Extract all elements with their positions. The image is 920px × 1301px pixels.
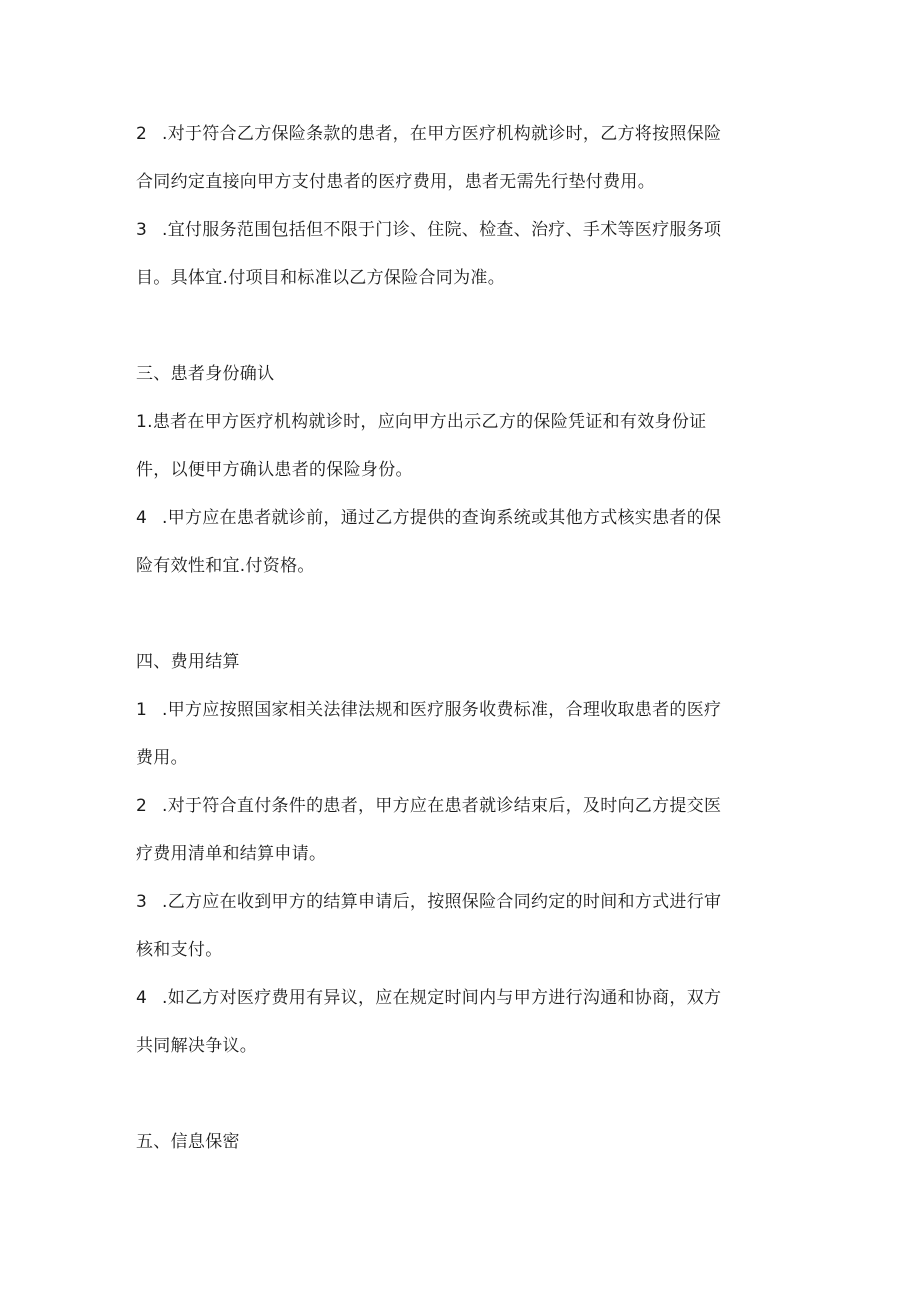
clause-text: 1.患者在甲方医疗机构就诊时，应向甲方出示乙方的保险凭证和有效身份证 xyxy=(136,412,707,432)
clause-number: 3 xyxy=(136,892,148,912)
section-heading-5 xyxy=(136,1130,240,1154)
clause-text: .如乙方对医疗费用有异议，应在规定时间内与甲方进行沟通和协商，双方 xyxy=(162,988,722,1008)
clause-1-line-2 xyxy=(136,746,188,770)
clause-1-line-1 xyxy=(136,410,706,434)
clause-text: 险有效性和宜.付资格。 xyxy=(136,556,315,576)
clause-text: 核和支付。 xyxy=(136,940,223,960)
clause-4-line-1 xyxy=(136,986,721,1010)
clause-2-line-1 xyxy=(136,122,721,146)
clause-number: 4 xyxy=(136,988,148,1008)
section-heading-text: 四、费用结算 xyxy=(136,652,240,672)
clause-number: 4 xyxy=(136,508,148,528)
clause-number: 2 xyxy=(136,796,148,816)
clause-4-line-2 xyxy=(136,1034,257,1058)
clause-number: 2 xyxy=(136,124,148,144)
clause-3-line-1 xyxy=(136,890,721,914)
clause-1-line-1 xyxy=(136,698,721,722)
clause-text: .对于符合直付条件的患者，甲方应在患者就诊结束后，及时向乙方提交医 xyxy=(162,796,722,816)
clause-text: 合同约定直接向甲方支付患者的医疗费用，患者无需先行垫付费用。 xyxy=(136,172,655,192)
clause-text: .甲方应按照国家相关法律法规和医疗服务收费标准，合理收取患者的医疗 xyxy=(162,700,722,720)
section-heading-3 xyxy=(136,362,274,386)
clause-2-line-1 xyxy=(136,794,721,818)
clause-text: .乙方应在收到甲方的结算申请后，按照保险合同约定的时间和方式进行审 xyxy=(162,892,722,912)
clause-1-line-2 xyxy=(136,458,413,482)
clause-number: 1 xyxy=(136,700,148,720)
clause-3-line-2 xyxy=(136,938,223,962)
clause-text: .对于符合乙方保险条款的患者，在甲方医疗机构就诊时，乙方将按照保险 xyxy=(162,124,722,144)
clause-4-line-1 xyxy=(136,506,721,530)
clause-2-line-2 xyxy=(136,842,326,866)
clause-2-line-2 xyxy=(136,170,655,194)
section-heading-text: 三、患者身份确认 xyxy=(136,364,275,384)
clause-text: 件，以便甲方确认患者的保险身份。 xyxy=(136,460,413,480)
clause-3-line-2 xyxy=(136,266,505,290)
section-heading-text: 五、信息保密 xyxy=(136,1132,240,1152)
clause-4-line-2 xyxy=(136,554,315,578)
clause-3-line-1 xyxy=(136,218,721,242)
clause-text: .甲方应在患者就诊前，通过乙方提供的查询系统或其他方式核实患者的保 xyxy=(162,508,722,528)
clause-text: 费用。 xyxy=(136,748,188,768)
clause-text: 疗费用清单和结算申请。 xyxy=(136,844,327,864)
clause-number: 3 xyxy=(136,220,148,240)
section-heading-4 xyxy=(136,650,240,674)
clause-text: .宜付服务范围包括但不限于门诊、住院、检查、治疗、手术等医疗服务项 xyxy=(162,220,722,240)
clause-text: 共同解决争议。 xyxy=(136,1036,258,1056)
clause-text: 目。具体宜.付项目和标准以乙方保险合同为准。 xyxy=(136,268,506,288)
